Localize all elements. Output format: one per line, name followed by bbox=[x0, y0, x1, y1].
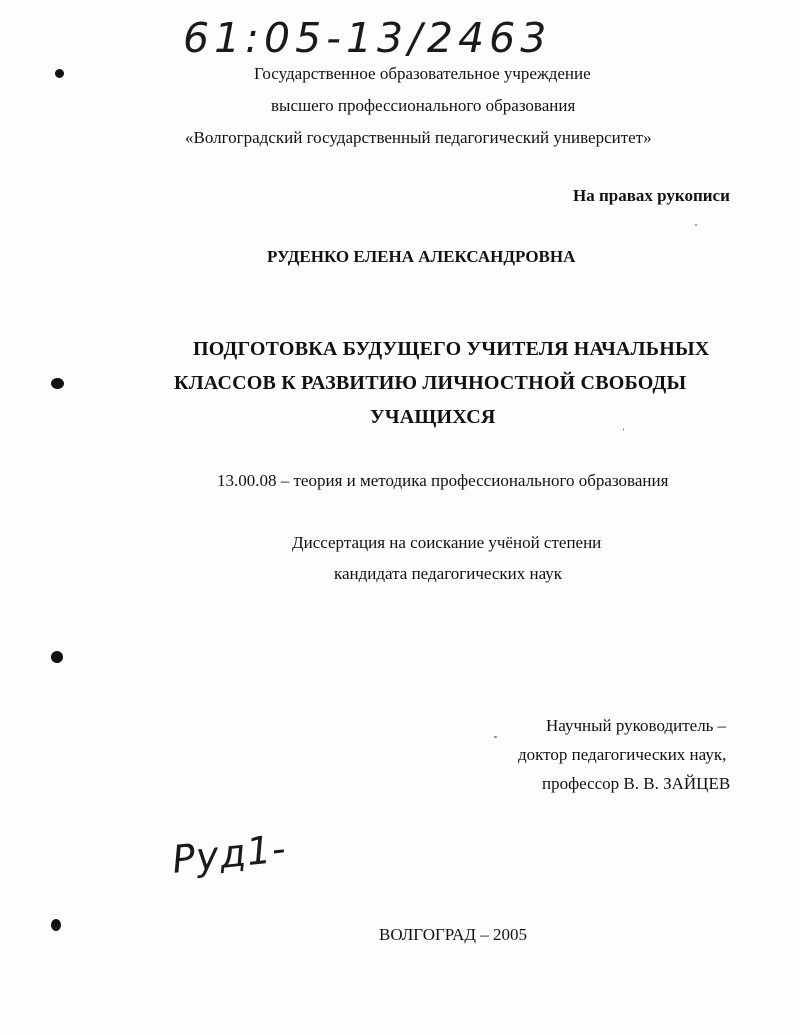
author-name: РУДЕНКО ЕЛЕНА АЛЕКСАНДРОВНА bbox=[267, 247, 576, 266]
binding-hole-4 bbox=[51, 919, 61, 931]
scan-speck bbox=[623, 428, 624, 431]
title-line-1: ПОДГОТОВКА БУДУЩЕГО УЧИТЕЛЯ НАЧАЛЬНЫХ bbox=[193, 338, 710, 360]
scan-speck bbox=[494, 736, 497, 738]
author-signature: Руд1- bbox=[170, 826, 289, 882]
institution-line-1: Государственное образовательное учреждение bbox=[254, 64, 591, 83]
supervisor-line-2: доктор педагогических наук, bbox=[518, 745, 727, 764]
institution-line-3: «Волгоградский государственный педагогический университет» bbox=[185, 128, 652, 147]
supervisor-line-3: профессор В. В. ЗАЙЦЕВ bbox=[542, 774, 731, 793]
archive-code: 61:05-13/2463 bbox=[183, 14, 552, 62]
degree-line-1: Диссертация на соискание учёной степени bbox=[292, 533, 602, 552]
institution-line-2: высшего профессионального образования bbox=[271, 96, 576, 115]
binding-hole-3 bbox=[51, 651, 63, 663]
title-line-2: КЛАССОВ К РАЗВИТИЮ ЛИЧНОСТНОЙ СВОБОДЫ bbox=[174, 372, 687, 394]
binding-hole-2 bbox=[51, 378, 64, 389]
binding-hole-1 bbox=[55, 69, 64, 78]
title-line-3: УЧАЩИХСЯ bbox=[370, 406, 496, 428]
city-year: ВОЛГОГРАД – 2005 bbox=[379, 925, 527, 944]
manuscript-note: На правах рукописи bbox=[573, 186, 730, 205]
specialty: 13.00.08 – теория и методика профессионального образования bbox=[217, 471, 669, 490]
scan-speck bbox=[695, 224, 697, 226]
supervisor-line-1: Научный руководитель – bbox=[546, 716, 727, 735]
degree-line-2: кандидата педагогических наук bbox=[334, 564, 563, 583]
